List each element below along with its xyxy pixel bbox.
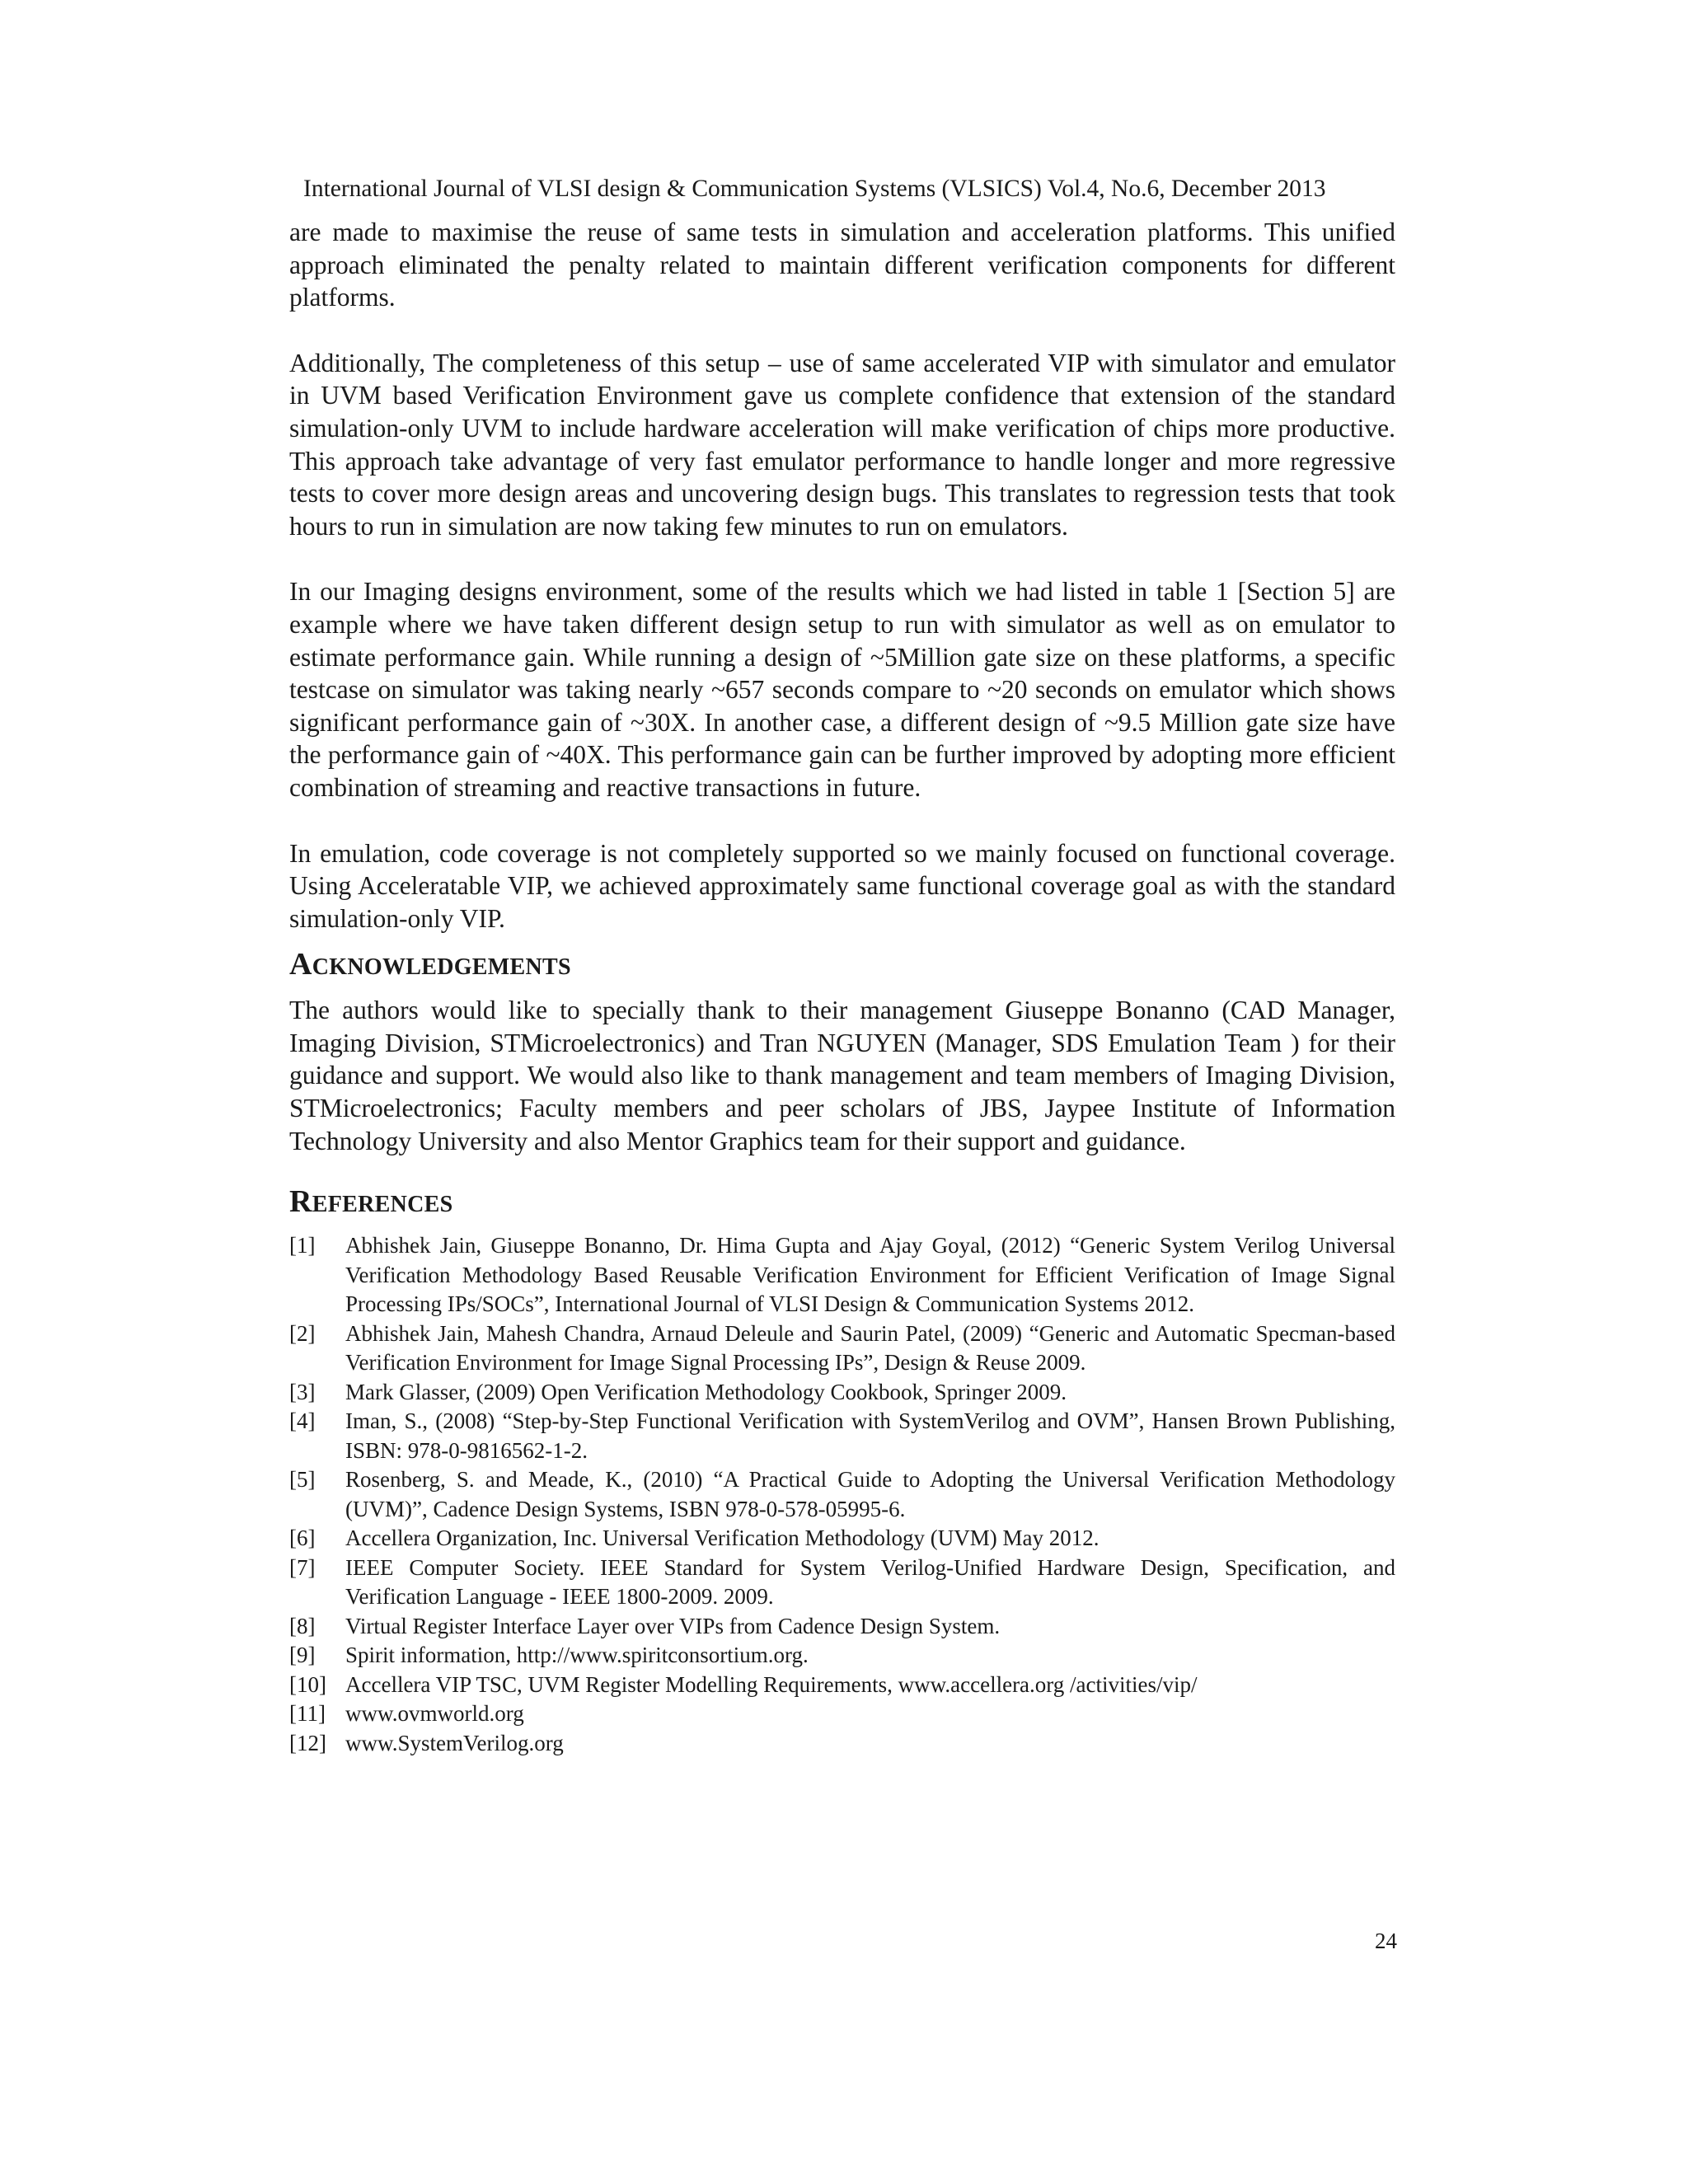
reference-number: [1]	[289, 1233, 316, 1258]
reference-text: Iman, S., (2008) “Step-by-Step Functional Verification with SystemVerilog and OVM”, Hansen Brown Publishing, ISBN: 978-0-9816562-1-2.	[345, 1408, 1395, 1463]
body-paragraph-4: In emulation, code coverage is not completely supported so we mainly focused on functional coverage. Using Acceleratable VIP, we achieved approximately same functional coverage goal as with the standard simulation-only VIP.	[289, 838, 1395, 933]
reference-number: [11]	[289, 1701, 326, 1727]
reference-text: Virtual Register Interface Layer over VIPs from Cadence Design System.	[345, 1613, 1001, 1638]
references-heading-initial: R	[289, 1184, 312, 1220]
reference-item	[289, 1554, 1395, 1612]
reference-item	[289, 1671, 1395, 1700]
reference-number: [6]	[289, 1526, 316, 1551]
page-number: 24	[1375, 1929, 1397, 1953]
reference-text: Accellera Organization, Inc. Universal Verification Methodology (UVM) May 2012.	[345, 1526, 1100, 1551]
body-paragraph-1: are made to maximise the reuse of same tests in simulation and acceleration platforms. This unified approach eliminated the penalty related to maintain different verification components for different platforms.	[289, 218, 1395, 312]
running-header: International Journal of VLSI design & Communication Systems (VLSICS) Vol.4, No.6, December 2013	[303, 176, 1326, 202]
acknowledgements-heading	[289, 948, 1395, 984]
reference-item	[289, 1378, 1395, 1408]
reference-number: [4]	[289, 1408, 316, 1434]
reference-number: [3]	[289, 1379, 316, 1404]
reference-item	[289, 1407, 1395, 1465]
reference-list	[289, 1231, 1395, 1758]
reference-text: www.SystemVerilog.org	[345, 1730, 564, 1755]
references-heading	[289, 1185, 1395, 1221]
reference-item	[289, 1729, 1395, 1759]
reference-item	[289, 1699, 1395, 1729]
reference-text: Spirit information, http://www.spiritconsortium.org.	[345, 1643, 809, 1668]
acknowledgements-heading-initial: A	[289, 947, 312, 982]
reference-number: [2]	[289, 1320, 316, 1346]
reference-text: Rosenberg, S. and Meade, K., (2010) “A Practical Guide to Adopting the Universal Verification Methodology (UVM)”, Cadence Design Systems, ISBN 978-0-578-05995-6.	[345, 1467, 1395, 1521]
reference-text: www.ovmworld.org	[345, 1701, 524, 1727]
acknowledgements-text: The authors would like to specially thank to their management Giuseppe Bonanno (CAD Manager, Imaging Division, STMicroelectronics) and Tran NGUYEN (Manager, SDS Emulation Team ) for their guidance and support. We would also like to thank management and team members of Imaging Division, STMicroelectronics; Faculty members and peer scholars of JBS, Jaypee Institute of Information Technology University and also Mentor Graphics team for their support and guidance.	[289, 996, 1395, 1155]
body-paragraph-2: Additionally, The completeness of this setup – use of same accelerated VIP with simulator and emulator in UVM based Verification Environment gave us complete confidence that extension of the standard simulation-only UVM to include hardware acceleration will make verification of chips more productive. This approach take advantage of very fast emulator performance to handle longer and more regressive tests to cover more design areas and uncovering design bugs. This translates to regression tests that took hours to run in simulation are now taking few minutes to run on emulators.	[289, 348, 1395, 541]
reference-number: [12]	[289, 1730, 326, 1755]
reference-text: Accellera VIP TSC, UVM Register Modelling Requirements, www.accellera.org /activities/vip/	[345, 1671, 1198, 1697]
references-heading-rest: EFERENCES	[312, 1192, 453, 1218]
reference-item	[289, 1641, 1395, 1671]
reference-item	[289, 1465, 1395, 1524]
page-content	[289, 216, 1395, 1758]
reference-number: [10]	[289, 1671, 326, 1697]
reference-text: Abhishek Jain, Mahesh Chandra, Arnaud Deleule and Saurin Patel, (2009) “Generic and Automatic Specman-based Verification Environment for Image Signal Processing IPs”, Design & Reuse 2009.	[345, 1320, 1395, 1376]
body-paragraph-3: In our Imaging designs environment, some of the results which we had listed in table 1 [Section 5] are example where we have taken different design setup to run with simulator as well as on emulator to estimate performance gain. While running a design of ~5Million gate size on these platforms, a specific testcase on simulator was taking nearly ~657 seconds compare to ~20 seconds on emulator which shows significant performance gain of ~30X. In another case, a different design of ~9.5 Million gate size have the performance gain of ~40X. This performance gain can be further improved by adopting more efficient combination of streaming and reactive transactions in future.	[289, 577, 1395, 802]
reference-number: [8]	[289, 1613, 316, 1638]
reference-text: Abhishek Jain, Giuseppe Bonanno, Dr. Hima Gupta and Ajay Goyal, (2012) “Generic System Verilog Universal Verification Methodology Based Reusable Verification Environment for Efficient Verification of Image Signal Processing IPs/SOCs”, International Journal of VLSI Design & Communication Systems 2012.	[345, 1233, 1395, 1317]
reference-item	[289, 1231, 1395, 1319]
reference-item	[289, 1319, 1395, 1378]
reference-text: IEEE Computer Society. IEEE Standard for System Verilog-Unified Hardware Design, Specification, and Verification Language - IEEE 1800-2009. 2009.	[345, 1554, 1395, 1610]
reference-number: [9]	[289, 1643, 316, 1668]
reference-text: Mark Glasser, (2009) Open Verification Methodology Cookbook, Springer 2009.	[345, 1379, 1067, 1404]
reference-number: [7]	[289, 1554, 316, 1580]
reference-number: [5]	[289, 1467, 316, 1493]
reference-item	[289, 1612, 1395, 1642]
reference-item	[289, 1524, 1395, 1554]
acknowledgements-heading-rest: CKNOWLEDGEMENTS	[312, 954, 571, 981]
